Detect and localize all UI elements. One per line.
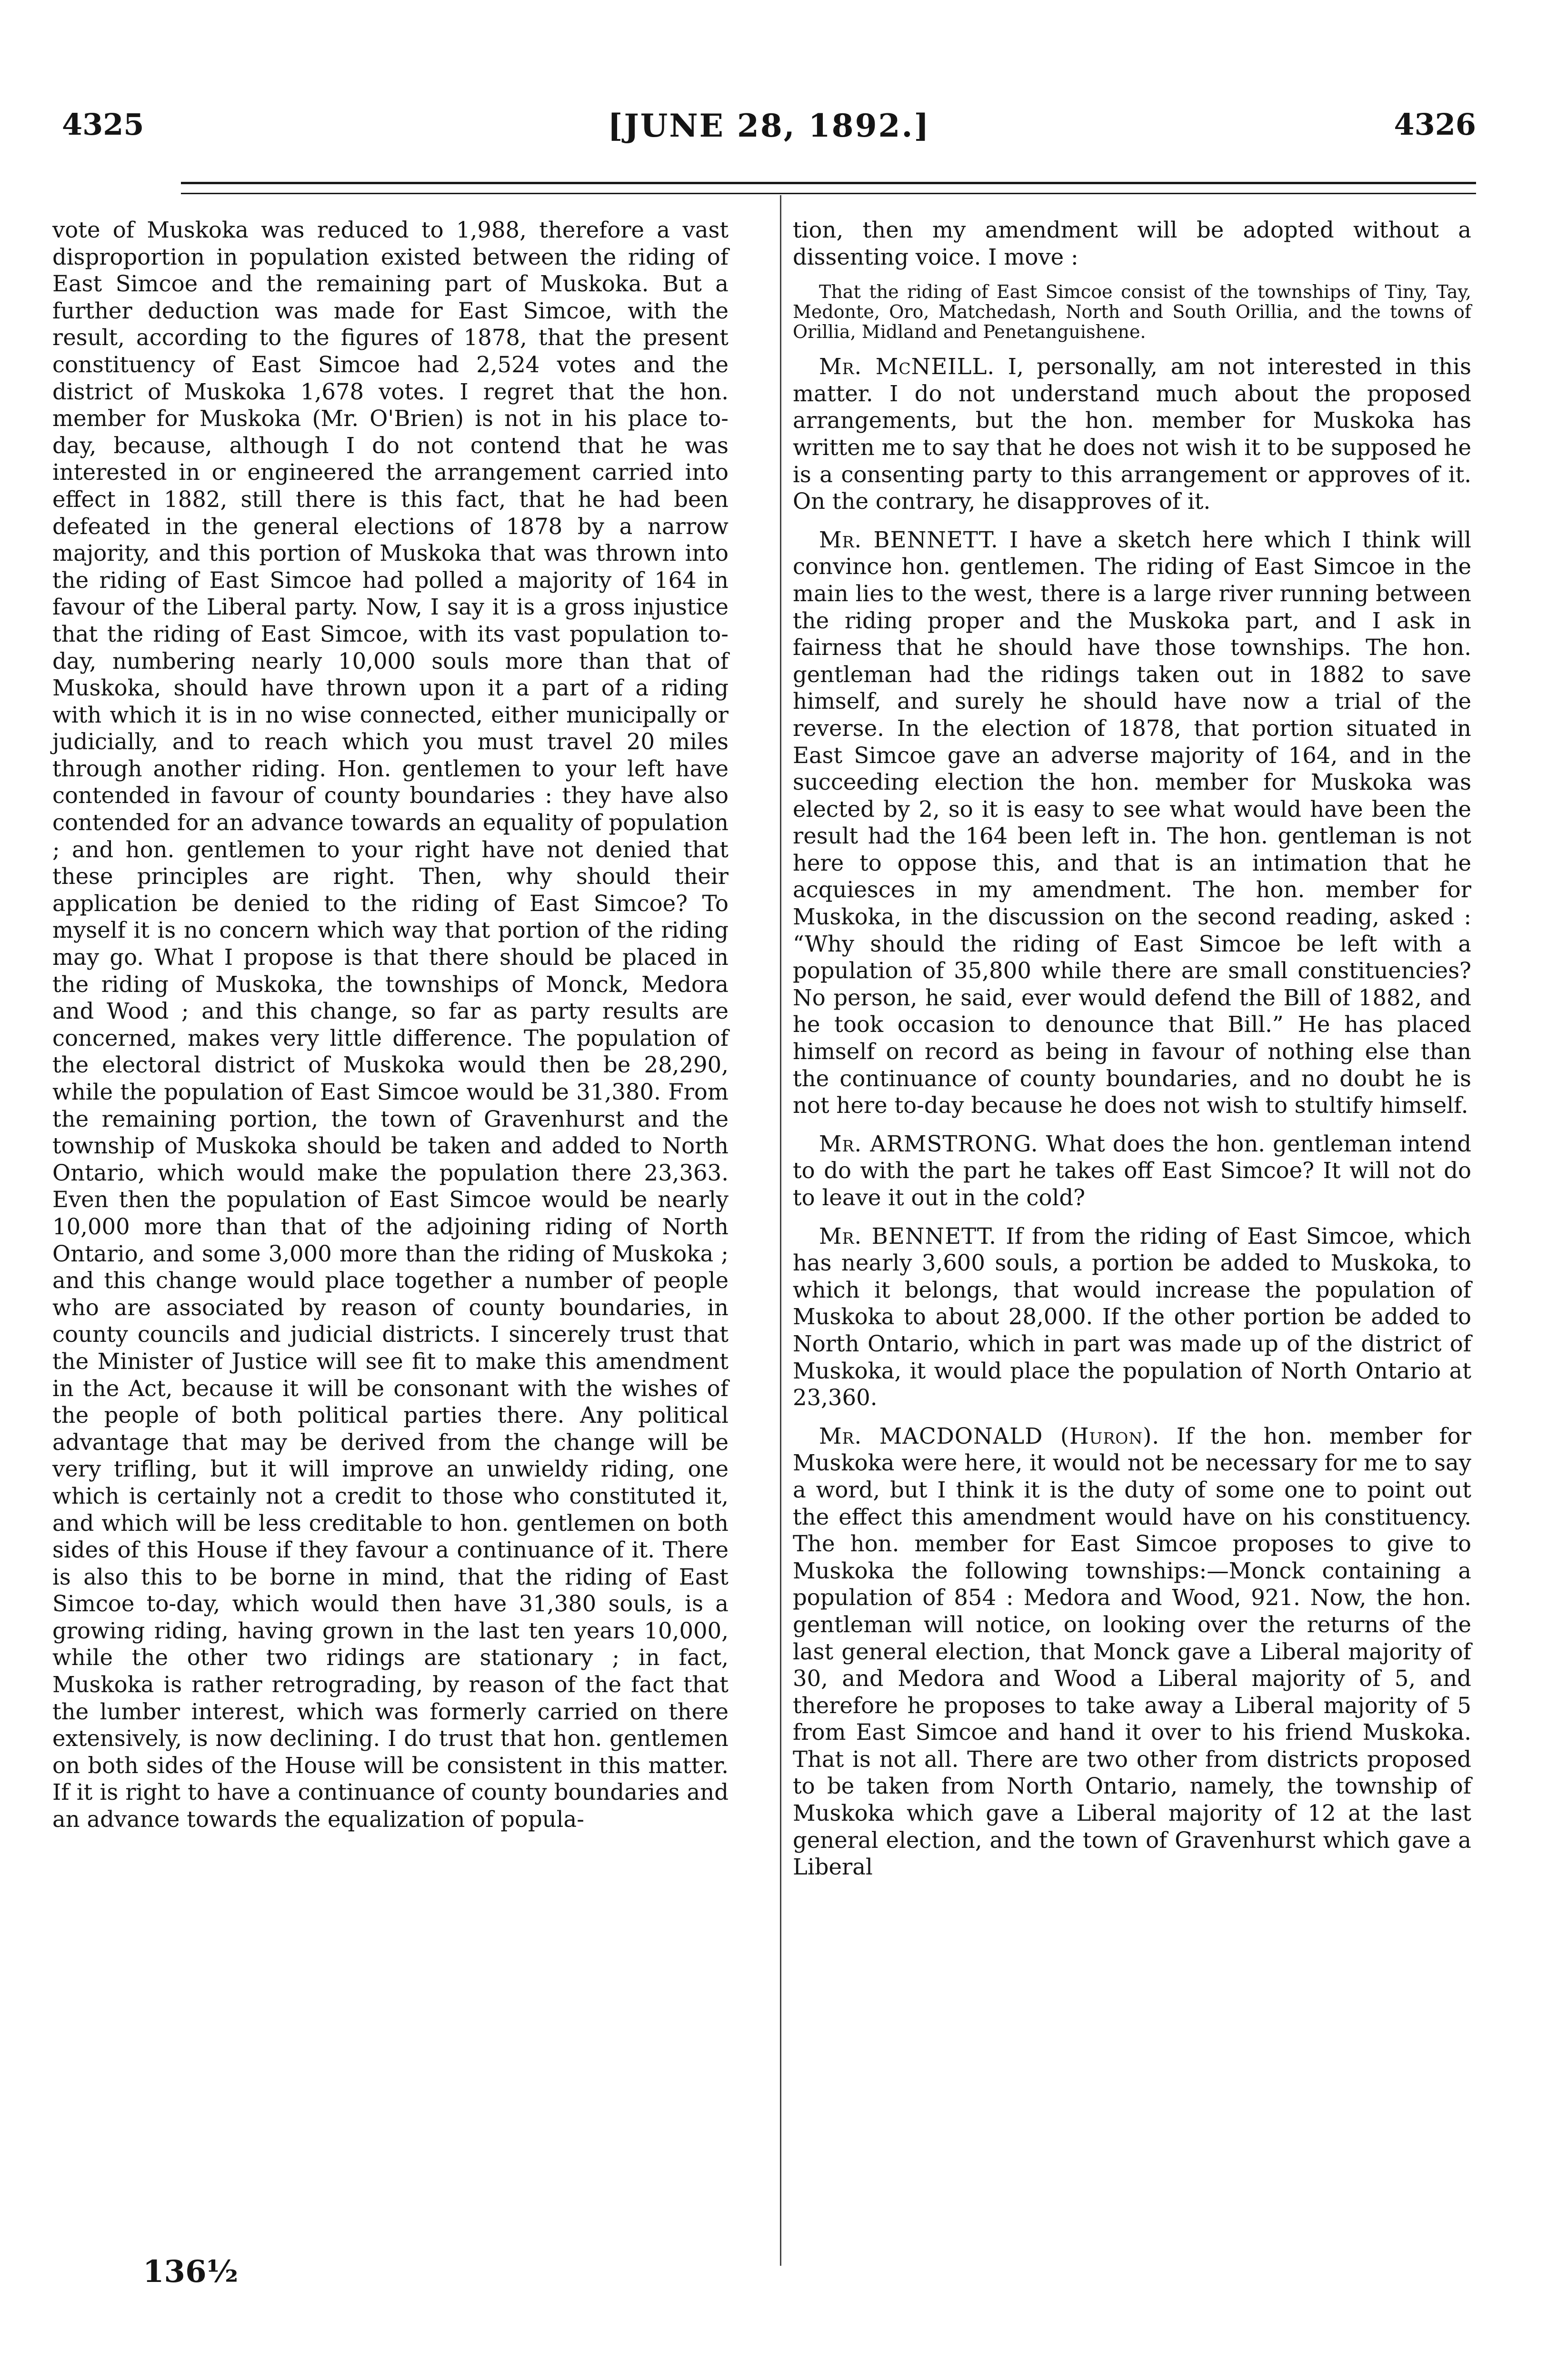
speech-paragraph xyxy=(793,353,1471,515)
page-number-left: 4325 xyxy=(62,107,144,142)
page-header xyxy=(62,107,1476,159)
header-rule-thin xyxy=(181,193,1476,194)
speech-text: If from the riding of East Simcoe, which has nearly 3,600 souls, a portion be added to Muskoka, to which it belongs, that would increase the population of Muskoka to about 28,000. If the other portion be added to North Ontario, which in part was made up of the district of Muskoka, it would place the population of North Ontario at 23,360. xyxy=(793,1223,1472,1411)
speech-text: If the hon. member for Muskoka were here, it would not be necessary for me to say a word, but I think it is the duty of some one to point out the effect this amendment would have on his constituency. The hon. member for East Simcoe proposes to give to Muskoka the following townships:—Monck containing a population of 854 : Medora and Wood, 921. Now, the hon. gentleman will notice, on looking over the returns of the last general election, that Monck gave a Liberal majority of 30, and Medora and Wood a Liberal majority of 5, and therefore he proposes to take away a Liberal majority of 5 from East Simcoe and hand it over to his friend Muskoka. That is not all. There are two other from districts proposed to be taken from North Ontario, namely, the township of Muskoka which gave a Liberal majority of 12 at the last general election, and the town of Gravenhurst which gave a Liberal xyxy=(793,1423,1472,1880)
header-rule xyxy=(181,182,1476,184)
speaker-name: Mr. McNEILL. xyxy=(819,354,995,380)
speaker-name: Mr. MACDONALD (Huron). xyxy=(819,1423,1160,1449)
speech-paragraph xyxy=(793,1423,1471,1881)
column-divider xyxy=(780,195,781,2266)
left-column xyxy=(52,217,729,1844)
left-column-text: vote of Muskoka was reduced to 1,988, therefore a vast disproportion in population existed between the riding of East Simcoe and the remaining part of Muskoka. But a further deduction was made for East Simcoe, with the result, according to the figures of 1878, that the present constituency of East Simcoe had 2,524 votes and the district of Muskoka 1,678 votes. I regret that the hon. member for Muskoka (Mr. O'Brien) is not in his place to-day, because, although I do not contend that he was interested in or engineered the arrangement carried into effect in 1882, still there is this fact, that he had been defeated in the general elections of 1878 by a narrow majority, and this portion of Muskoka that was thrown into the riding of East Simcoe had polled a majority of 164 in favour of the Liberal party. Now, I say it is a gross injustice that the riding of East Simcoe, with its vast population to-day, numbering nearly 10,000 souls more than that of Muskoka, should have thrown upon it a part of a riding with which it is in no wise connected, either municipally or judicially, and to reach which you must travel 20 miles through another riding. Hon. gentlemen to your left have contended in favour of county boundaries : they have also contended for an advance towards an equality of population ; and hon. gentlemen to your right have not denied that these principles are right. Then, why should their application be denied to the riding of East Simcoe? To myself it is no concern which way that portion of the riding may go. What I propose is that there should be placed in the riding of Muskoka, the townships of Monck, Medora and Wood ; and this change, so far as party results are concerned, makes very little difference. The population of the electoral district of Muskoka would then be 28,290, while the population of East Simcoe would be 31,380. From the remaining portion, the town of Gravenhurst and the township of Muskoka should be taken and added to North Ontario, which would make the population there 23,363. Even then the population of East Simcoe would be nearly 10,000 more than that of the adjoining riding of North Ontario, and some 3,000 more than the riding of Muskoka ; and this change would place together a number of people who are associated by reason of county boundaries, in county councils and judicial districts. I sincerely trust that the Minister of Justice will see fit to make this amendment in the Act, because it will be consonant with the wishes of the people of both political parties there. Any political advantage that may be derived from the change will be very trifling, but it will improve an unwieldy riding, one which is certainly not a credit to those who constituted it, and which will be less creditable to hon. gentlemen on both sides of this House if they favour a continuance of it. There is also this to be borne in mind, that the riding of East Simcoe to-day, which would then have 31,380 souls, is a growing riding, having grown in the last ten years 10,000, while the other two ridings are stationary ; in fact, Muskoka is rather retrograding, by reason of the fact that the lumber interest, which was formerly carried on there extensively, is now declining. I do trust that hon. gentlemen on both sides of the House will be consistent in this matter. If it is right to have a continuance of county boundaries and an advance towards the equalization of popula- xyxy=(52,217,729,1833)
page-number-right: 4326 xyxy=(1394,107,1476,142)
speech-paragraph xyxy=(793,1223,1471,1411)
right-column-opening: tion, then my amendment will be adopted without a dissenting voice. I move : xyxy=(793,217,1471,270)
speech-text: I have a sketch here which I think will convince hon. gentlemen. The riding of East Simcoe in the main lies to the west, there is a large river running between the riding proper and the Muskoka part, and I ask in fairness that he should have those townships. The hon. gentleman had the ridings taken out in 1882 to save himself, and surely he should have now a trial of the reverse. In the election of 1878, that portion situated in East Simcoe gave an adverse majority of 164, and in the succeeding election the hon. member for Muskoka was elected by 2, so it is easy to see what would have been the result had the 164 been left in. The hon. gentleman is not here to oppose this, and that is an intimation that he acquiesces in my amendment. The hon. member for Muskoka, in the discussion on the second reading, asked : “Why should the riding of East Simcoe be left with a population of 35,800 while there are small constituencies? No person, he said, ever would defend the Bill of 1882, and he took occasion to denounce that Bill.” He has placed himself on record as being in favour of nothing else than the continuance of county boundaries, and no doubt he is not here to-day because he does not wish to stultify himself. xyxy=(793,526,1472,1119)
speech-text: I, personally, am not interested in this matter. I do not understand much about the proposed arrangements, but the hon. member for Muskoka has written me to say that he does not wish it to be supposed he is a consenting party to this arrangement or approves of it. On the contrary, he disapproves of it. xyxy=(793,354,1471,515)
speaker-name: Mr. BENNETT. xyxy=(819,526,998,553)
right-column xyxy=(793,217,1471,1892)
speaker-name: Mr. BENNETT. xyxy=(819,1223,997,1249)
speaker-name: Mr. ARMSTRONG. xyxy=(819,1130,1038,1157)
speech-paragraph xyxy=(793,1130,1471,1211)
speech-text: What does the hon. gentleman intend to do with the part he takes off East Simcoe? It will not do to leave it out in the cold? xyxy=(793,1130,1471,1210)
motion-text: That the riding of East Simcoe consist of the townships of Tiny, Tay, Medonte, Oro, Matchedash, North and South Orillia, and the towns of Orillia, Midland and Penetanguishene. xyxy=(793,281,1471,343)
speech-paragraph xyxy=(793,526,1471,1119)
signature-mark: 136½ xyxy=(143,2254,239,2290)
header-date: [JUNE 28, 1892.] xyxy=(608,107,930,144)
